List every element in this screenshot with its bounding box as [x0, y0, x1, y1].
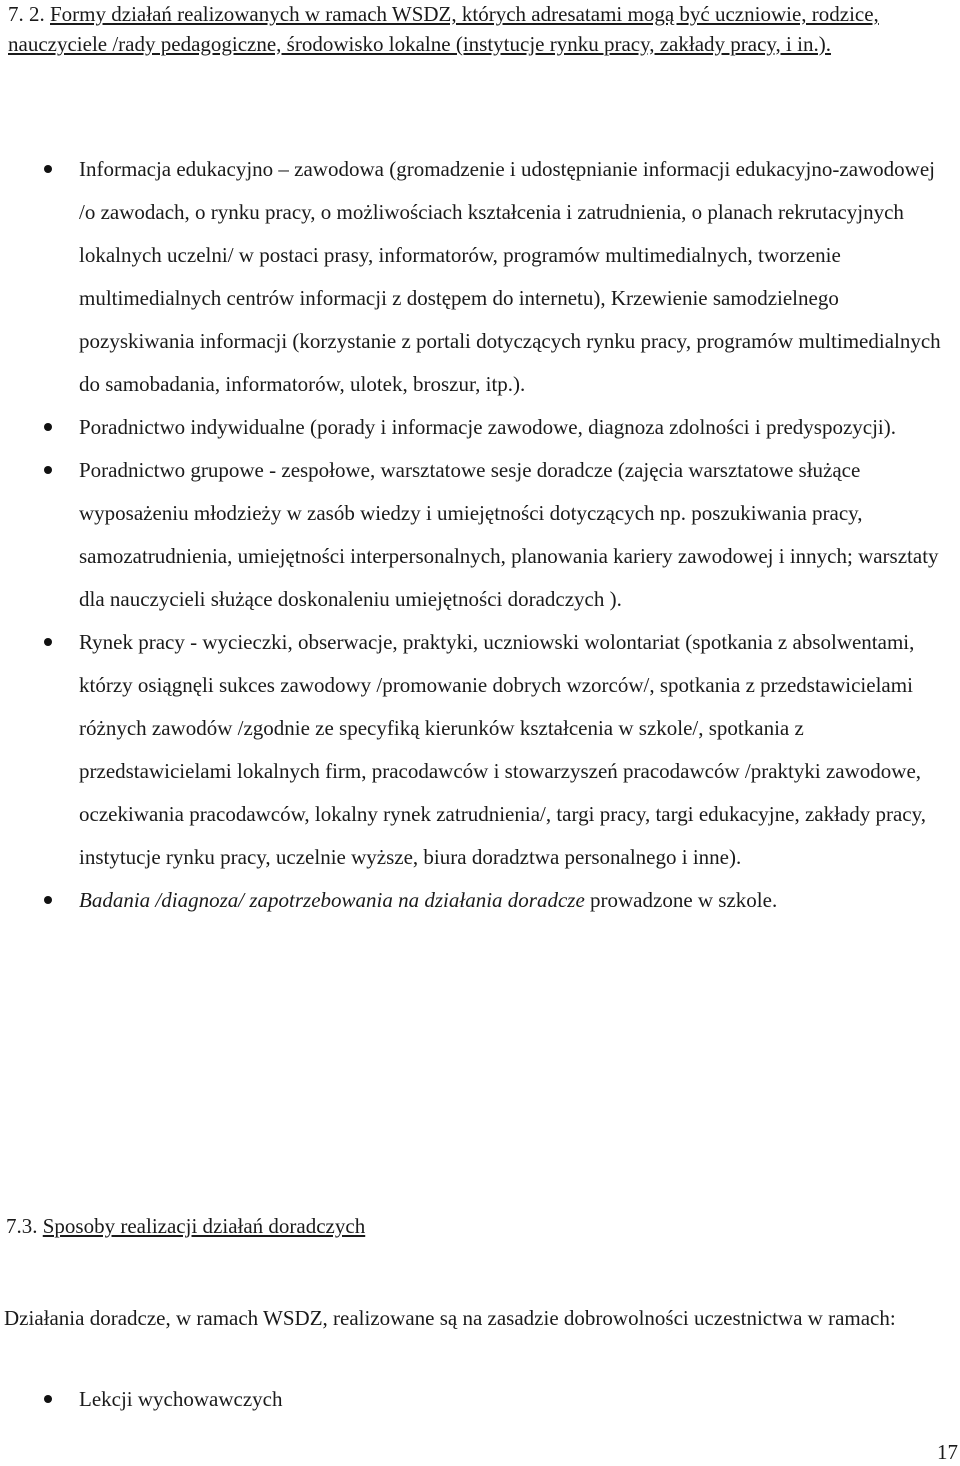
section-7-3-title: Sposoby realizacji działań doradczych [42, 1214, 366, 1238]
section-7-2-title: Formy działań realizowanych w ramach WSDZ, których adresatami mogą być uczniowie, rodzice, nauczyciele /rady pedagogiczne, środowisko lokalne (instytucje rynku pracy, zakłady pracy, i in.). [8, 2, 879, 56]
list-item-text: Poradnictwo grupowe - zespołowe, warsztatowe sesje doradcze (zajęcia warsztatowe służące wyposażeniu młodzieży w zasób wiedzy i umiejętności dotyczących np. poszukiwania pracy, samozatrudnienia, umiejętności interpersonalnych, planowania kariery zawodowej i innych; warsztaty dla nauczycieli służące doskonaleniu umiejętności doradczych ). [79, 458, 939, 611]
list-item-text: prowadzone w szkole. [584, 888, 778, 912]
section-7-3-number: 7.3. [6, 1214, 43, 1238]
list-item-italic-text: Badania /diagnoza/ zapotrzebowania na działania doradcze [79, 888, 585, 912]
list-item-text: Lekcji wychowawczych [79, 1387, 283, 1411]
bullet-icon [44, 638, 52, 646]
bullet-icon [44, 1395, 52, 1403]
section-7-3-heading [6, 1212, 365, 1241]
list-item-text: Informacja edukacyjno – zawodowa (gromadzenie i udostępnianie informacji edukacyjno-zawodowej /o zawodach, o rynku pracy, o możliwościach kształcenia i zatrudnienia, o planach rekrutacyjnych lokalnych uczelni/ w postaci prasy, informatorów, programów multimedialnych, tworzenie multimedialnych centrów informacji z dostępem do internetu), Krzewienie samodzielnego pozyskiwania informacji (korzystanie z portali dotyczących rynku pracy, programów multimedialnych do samobadania, informatorów, ulotek, broszur, itp.). [79, 157, 941, 396]
bullet-icon [44, 896, 52, 904]
list-item-text: Rynek pracy - wycieczki, obserwacje, praktyki, uczniowski wolontariat (spotkania z absolwentami, którzy osiągnęli sukces zawodowy /promowanie dobrych wzorców/, spotkania z przedstawicielami różnych zawodów /zgodnie ze specyfiką kierunków kształcenia w szkole/, spotkania z przedstawicielami lokalnych firm, pracodawców i stowarzyszeń pracodawców /praktyki zawodowe, oczekiwania pracodawców, lokalny rynek zatrudnienia/, targi pracy, targi edukacyjne, zakłady pracy, instytucje rynku pracy, uczelnie wyższe, biura doradztwa personalnego i inne). [79, 630, 927, 869]
page-number: 17 [937, 1440, 958, 1464]
list-item [0, 148, 960, 406]
section-7-2-heading [8, 0, 943, 59]
list-item-text: Poradnictwo indywidualne (porady i informacje zawodowe, diagnoza zdolności i predyspozycji). [79, 415, 897, 439]
forms-list [0, 148, 960, 922]
list-item [0, 406, 960, 449]
list-item [0, 1378, 960, 1421]
list-item [0, 621, 960, 879]
ways-list [0, 1378, 960, 1421]
bullet-icon [44, 165, 52, 173]
list-item [0, 879, 960, 922]
intro-paragraph: Działania doradcze, w ramach WSDZ, realizowane są na zasadzie dobrowolności uczestnictwa w ramach: [4, 1306, 896, 1330]
bullet-icon [44, 466, 52, 474]
bullet-icon [44, 423, 52, 431]
section-7-2-number: 7. 2. [8, 2, 50, 26]
list-item [0, 449, 960, 621]
